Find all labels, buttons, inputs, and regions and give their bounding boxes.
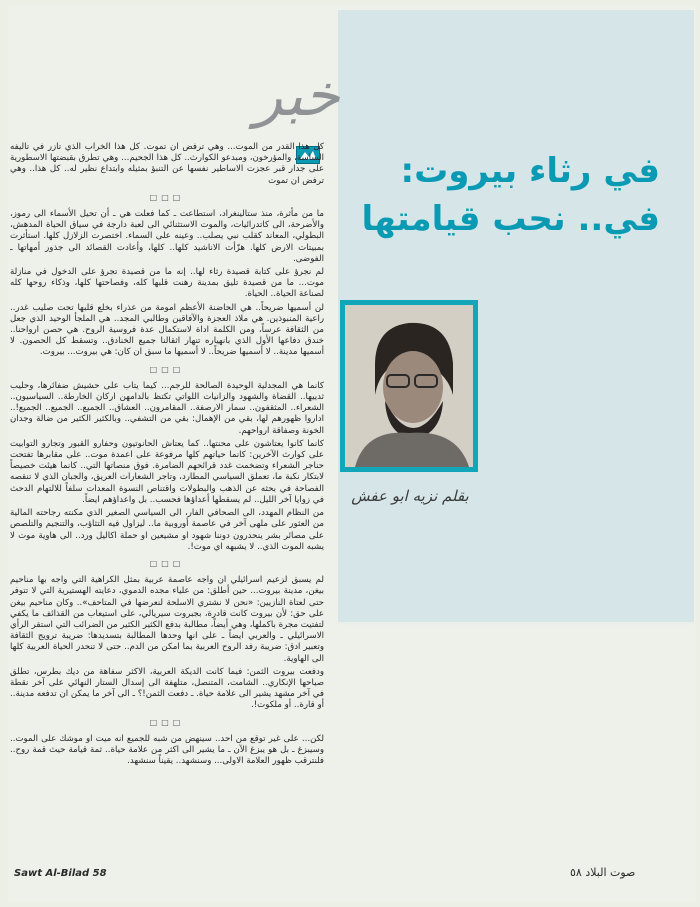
article-paragraph: لكن... على غير توقع من احد.. سينهض من شبه للجميع انه ميت او موشك على الموت.. وسيبزغ ـ بل هو يبزغ الآن ـ ما يشير الى اكثر من علامة حياة.. ثمة قيامة حيث قمة روح.. فلنترقب ظهور العلامة الاولى... وسنشهد.. يقيناً سنشهد. bbox=[10, 733, 324, 767]
section-heading: خبر bbox=[254, 61, 340, 129]
faint-show-through-text bbox=[428, 92, 678, 124]
article-paragraph: لم يسبق لزعيم اسرائيلي ان واجه عاصمة عربية بمثل الكراهية التي واجه بها مناحيم بيغن، مدينة بيروت... حين أطلق: من علياء مجده الدموي، دعايته الهستيرية التي لا تتوفر حتى لعتاة النازيين: «نحن لا نشتري الاسلحة لنعرضها في المتاحف».. وكان مناحيم بيغن على حق: لأن بيروت كانت قادرة، بجبروت سيريالي، على استيعاب من القذائف ما يكفي لتفتيت مجرة باكملها، وهي أيضاً، مطالبة بدفع الكثير الكثير من الضرائب التي استقر الرأي الاسرائيلي ـ والعربي ايضاً ـ على انها وحدها المطالبة بتسديدها: ضريبة ترويج الثقافة وتعبير ادق: ضريبة رفد الروح العربية بما امكن من الدم.. حتى لا تنحدر الحياة العربية كلها الى الهاوية. bbox=[10, 575, 324, 664]
author-byline: بقلم نزيه ابو عفش bbox=[351, 487, 469, 505]
article-body bbox=[10, 142, 324, 862]
article-paragraph: ودفعت بيروت الثمن: فيما كانت الديكة العربية، الاكثر سفاهة من ديك بطرس، تطلق صياحها الإنكاري.. الشامت، المتنصل، متلهفة الى إسدال الستار النهائي على آخر نقطة في آخر مشهد يشير الى علامة حياة. ـ دفعت الثمن!؟ ـ الى آخر ما يمكن ان تدفعه مدينة.. أو قارة.. أو ملكوت!. bbox=[10, 666, 324, 711]
article-paragraph: لم نجرؤ على كتابة قصيدة رثاء لها.. إنه ما من قصيدة تجرؤ على الدخول في منازلة موت... ما من قصيدة تليق بمدينة رهنت قلبها كله، وفصاحتها كلها، وذكاء روحها كله لصناعة الحياة.. الحياة. bbox=[10, 267, 324, 300]
article-paragraph: كانما كانوا يعتاشون على محنتها.. كما يعتاش الحانوتيون وحفارو القبور وتجارو التوابيت على كوارث الآخرين: كانما حياتهم كلها مرفوعة على اعمدة موت.. على مقابرها تفتحت حناجر الشعراء وتضخمت غدد قرائحهم الضامرة. فوق منصاتها التي.. كانما هيئت خصيصاً لابتكار نكبة ما، تعملق السياسي المطارد، وتاجر الشعارات العريق، والجبان الذي لا تنقصه الفصاحة في بحثه عن الذهب والبطولات واقتناص النسوة المعدات سلفاً للالتهام الدحث في زوايا آخر الليل.. لم يسقطها أعداؤها فحسب.. بل واعداؤهم ايضاً. bbox=[10, 438, 324, 505]
article-paragraph: من النظام المهدد، الى الصحافي الفار، الى السياسي الصغير الذي مكنته رجاحته المالية من العثور على ملهى آخر في عاصمة أوروبية ما.. ليزاول فيه التثاؤب، والتنجيم والتلصص على مصائر بشر ينحدرون دوننا شهود او مشيعين او حملة اكاليل ورد.. الى هاوية موت لا يشبه الموت الذي.. لا يشبهه اي موت!. bbox=[10, 508, 324, 552]
separator: □□□ bbox=[149, 717, 185, 727]
author-photo-frame bbox=[340, 300, 478, 472]
article-intro: كل هذا القدر من الموت... وهي ترفض ان تموت. كل هذا الخراب الذي تآزر في تأليفه الساسة، والمؤرخون، ومبدعو الكوارث.. كل هذا الجحيم... وهي تطرق بقبضتها الاسطورية على جدار قبر عجزت الاساطير نفسها عن التنبؤ بمثيله وابتداع نظير له.. كل هذا.. وهي ترفض ان تموت bbox=[10, 142, 324, 186]
footer-publication-en: Sawt Al-Bilad 58 bbox=[14, 868, 107, 879]
author-portrait-image bbox=[345, 305, 473, 467]
author-photo bbox=[345, 305, 473, 467]
article-paragraph: كانما هي المجدلية الوحيدة الصالحة للرجم... كيما يتاب على حشيش ضفائرها، وحليب ثدييها.. القضاة والشهود والزانيات اللواتي تكتظ بالدامهن اركان الخارطة.. السياسيون.. الشعراء.. المثقفون.. سمار الارصفة.. المقامرون.. العشاق.. الجميع.. الجميع.. الجميع!.. اداروا ظهورهم لها، بقي من الإهمال: بقي من التشفي.. وبالكثير الكثير من ضالة وجدان الخونة وصفاقة ارواحهم. bbox=[10, 380, 324, 436]
separator: □□□ bbox=[149, 192, 185, 202]
article-paragraph: لن أسميها ضريحاً.. هي الحاضنة الأعظم امومة من عذراء بخلع قلبها تحت صليب غدر.. راعية المنبوذين. هي ملاذ العجزة والآفاقين وطالبي المجد.. هي الملجأ الوحيد الذي جعل من الثقافة عرساً، ومن الكلمة اداة لاستكمال عدة فروسية الروح. هي حصن ارواحنا.. خندق دفاعها الأول الذي بانهياره تنهار اثقالنا جميع الخنادق.. وتسقط كل الحصون. لا أسميها مدينة.. لا أسميها ضريحاً.. لا أسميها ما سبق ان كان: هي بيروت... بيروت. bbox=[10, 302, 324, 358]
separator: □□□ bbox=[149, 558, 185, 568]
separator: □□□ bbox=[149, 364, 185, 374]
article-title-line-2: في.. نحب قيامتها bbox=[361, 199, 660, 239]
article-title-line-1: في رثاء بيروت: bbox=[400, 151, 660, 191]
article-paragraph: ما من مأثرة، منذ ستالينغراد، استطاعت ـ كما فعلت هي ـ أن تحيل الأسماء الى رموز، والأضرحة، الى كاتدرائيات، والموت الاستثنائي الى لعبة دارجة في سياق الحياة المدهش، البطولي، المعاند كقلب نبي يصلب.. وعينه على السماء. اختصرت الزلازل كلها. استأثرت بمبيتات الارض كلها. هزّأت الاناشيد كلها.. كلها، وأعادت القصائد الى جذور أمهاتها ـ الفوضى. bbox=[10, 209, 324, 264]
footer-publication-ar: صوت البلاد ٥٨ bbox=[570, 866, 636, 879]
